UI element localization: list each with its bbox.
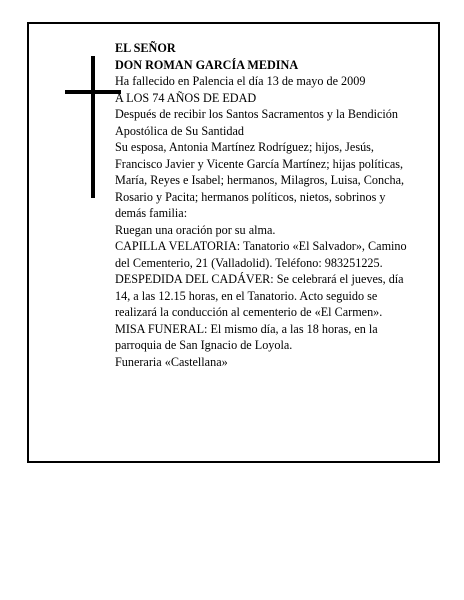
- notice-text: [115, 40, 411, 370]
- family-paragraph: Su esposa, Antonia Martínez Rodríguez; hijos, Jesús, Francisco Javier y Vicente García Martínez; hijas políticas, María, Reyes e Isabel; hermanos, Milagros, Luisa, Concha, Rosario y Pacita; hermanos políticos, nietos, sobrinos y demás familia:: [115, 140, 405, 220]
- obituary-notice: [27, 22, 440, 463]
- notice-title: EL SEÑOR: [115, 41, 176, 55]
- cross-icon: [65, 56, 121, 198]
- age-at-death: A LOS 74 AÑOS DE EDAD: [115, 90, 257, 105]
- prayer-request: Ruegan una oración por su alma.: [115, 222, 276, 237]
- funeral-mass-info: MISA FUNERAL: El mismo día, a las 18 horas, en la parroquia de San Ignacio de Loyola.: [115, 321, 378, 352]
- sacraments-paragraph: Después de recibir los Santos Sacramentos y la Bendición Apostólica de Su Santidad: [115, 107, 398, 138]
- farewell-info: DESPEDIDA DEL CADÁVER: Se celebrará el jueves, día 14, a las 12.15 horas, en el Tanatorio. Acto seguido se realizará la conducción al cementerio de «El Carmen».: [115, 272, 404, 319]
- cross-horizontal-bar: [65, 90, 121, 94]
- funeral-home: Funeraria «Castellana»: [115, 354, 228, 369]
- death-info: Ha fallecido en Palencia el día 13 de mayo de 2009: [115, 74, 366, 88]
- cross-vertical-bar: [91, 56, 95, 198]
- chapel-info: CAPILLA VELATORIA: Tanatorio «El Salvador», Camino del Cementerio, 21 (Valladolid). Teléfono: 983251225.: [115, 239, 407, 270]
- deceased-name: DON ROMAN GARCÍA MEDINA: [115, 57, 299, 72]
